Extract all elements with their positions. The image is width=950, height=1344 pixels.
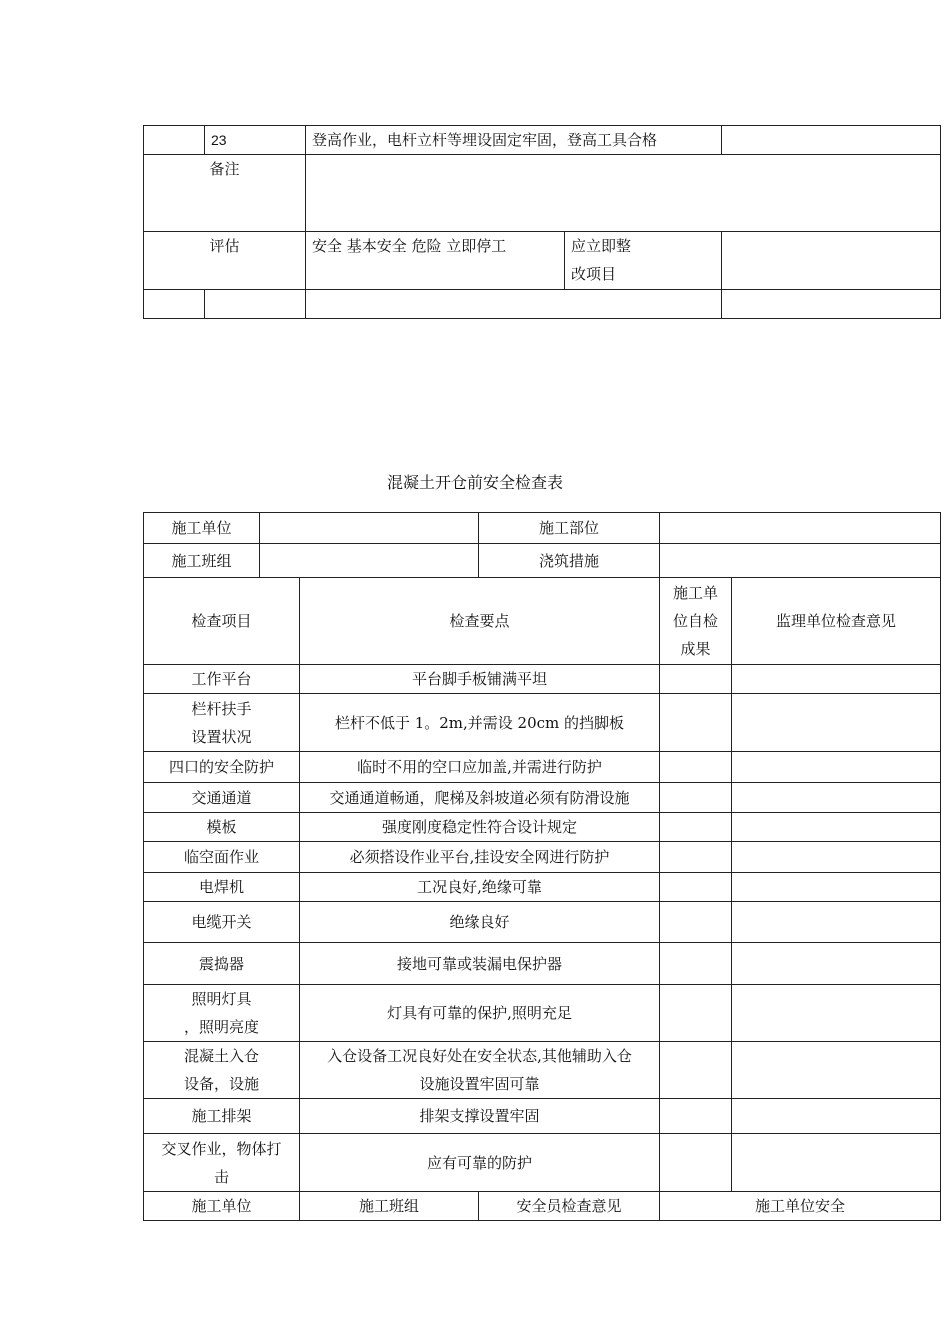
- supervisor-opinion-cell[interactable]: [732, 873, 941, 902]
- check-item-text: 交叉作业，物体打: [161, 1139, 282, 1158]
- check-point-text: 工况良好,绝缘可靠: [417, 878, 542, 896]
- self-check-result-cell[interactable]: [660, 665, 732, 694]
- check-point: [300, 783, 660, 813]
- header-self-check-line3: 成果: [680, 640, 711, 658]
- self-check-result-cell[interactable]: [660, 1099, 732, 1134]
- check-point: [300, 985, 660, 1042]
- check-item-text: 工作平台: [191, 670, 252, 688]
- check-point-text: 灯具有可靠的保护,照明充足: [387, 1004, 572, 1022]
- supervisor-opinion-cell[interactable]: [732, 813, 941, 842]
- check-item-text: 击: [213, 1167, 229, 1186]
- supervisor-opinion-cell[interactable]: [732, 842, 941, 873]
- header-self-check: [660, 578, 732, 665]
- check-item: [144, 694, 300, 752]
- result-cell[interactable]: [722, 126, 941, 155]
- construction-team-label: 施工班组: [144, 544, 260, 578]
- supervisor-opinion-cell[interactable]: [732, 783, 941, 813]
- table-row: [144, 783, 941, 813]
- self-check-result-cell[interactable]: [660, 783, 732, 813]
- self-check-result-cell[interactable]: [660, 943, 732, 985]
- check-item-text: 栏杆扶手: [191, 699, 252, 718]
- document-title: 混凝土开仓前安全检查表: [386, 473, 563, 492]
- evaluation-options[interactable]: 安全 基本安全 危险 立即停工: [306, 232, 565, 290]
- supervisor-opinion-cell[interactable]: [732, 902, 941, 943]
- check-item-text: 施工排架: [191, 1107, 252, 1125]
- check-point: [300, 752, 660, 783]
- supervisor-opinion-cell[interactable]: [732, 985, 941, 1042]
- construction-unit-field[interactable]: [260, 513, 479, 544]
- header-check-points: 检查要点: [300, 578, 660, 665]
- supervisor-opinion-cell[interactable]: [732, 943, 941, 985]
- header-supervisor-opinion: 监理单位检查意见: [732, 578, 941, 665]
- check-point-text: 入仓设备工况良好处在安全状态,其他辅助入仓: [327, 1047, 632, 1065]
- remarks-field[interactable]: [306, 155, 941, 232]
- construction-part-field[interactable]: [660, 513, 941, 544]
- check-item-text: 交通通道: [191, 788, 252, 807]
- check-point: [300, 873, 660, 902]
- rectify-label: [565, 232, 722, 290]
- check-item-text: 混凝土入仓: [183, 1047, 259, 1065]
- check-item: [144, 902, 300, 943]
- table-row: [144, 813, 941, 842]
- check-point: [300, 842, 660, 873]
- check-item-text: 照明灯具: [191, 990, 252, 1008]
- previous-checklist-table: [143, 125, 941, 319]
- check-point: [300, 1042, 660, 1099]
- check-point: [300, 943, 660, 985]
- self-check-result-cell[interactable]: [660, 842, 732, 873]
- check-item: [144, 873, 300, 902]
- table-row: [144, 1099, 941, 1134]
- check-item: [144, 985, 300, 1042]
- check-point-text: 交通通道畅通，爬梯及斜坡道必须有防滑设施: [329, 788, 630, 807]
- remarks-label: 备注: [144, 155, 306, 232]
- supervisor-opinion-cell[interactable]: [732, 1134, 941, 1192]
- header-self-check-line2: 位自检: [672, 612, 718, 630]
- pouring-measures-field[interactable]: [660, 544, 941, 578]
- check-point: [300, 1099, 660, 1134]
- table-row: [144, 694, 941, 752]
- self-check-result-cell[interactable]: [660, 813, 732, 842]
- empty-cell: [205, 290, 306, 319]
- checklist-rows: [144, 665, 941, 1192]
- check-item-text: ，照明亮度: [183, 1018, 259, 1036]
- concrete-safety-checklist-table: [143, 512, 941, 1221]
- footer-construction-unit: 施工单位: [144, 1192, 300, 1221]
- header-self-check-line1: 施工单: [672, 584, 718, 602]
- check-point-text: 必须搭设作业平台,挂设安全网进行防护: [349, 848, 610, 866]
- construction-unit-label: 施工单位: [144, 513, 260, 544]
- rectify-label-line2: 改项目: [571, 265, 617, 283]
- check-item: [144, 783, 300, 813]
- footer-construction-team: 施工班组: [300, 1192, 479, 1221]
- check-item-text: 设置状况: [191, 727, 252, 746]
- check-point-text: 平台脚手板铺满平坦: [411, 670, 547, 688]
- check-point-text: 绝缘良好: [449, 913, 510, 931]
- construction-part-label: 施工部位: [479, 513, 660, 544]
- supervisor-opinion-cell[interactable]: [732, 665, 941, 694]
- check-point-text: 强度刚度稳定性符合设计规定: [381, 818, 577, 836]
- check-point-text: 应有可靠的防护: [426, 1153, 532, 1172]
- check-item: [144, 1099, 300, 1134]
- row-number: 23: [205, 126, 306, 155]
- self-check-result-cell[interactable]: [660, 1134, 732, 1192]
- check-item-text: 临空面作业: [183, 848, 259, 866]
- table-row: [144, 1134, 941, 1192]
- construction-team-field[interactable]: [260, 544, 479, 578]
- supervisor-opinion-cell[interactable]: [732, 694, 941, 752]
- table-row: [144, 1042, 941, 1099]
- check-item: [144, 1042, 300, 1099]
- check-item: [144, 813, 300, 842]
- check-item-text: 电缆开关: [191, 913, 252, 931]
- check-point-text: 临时不用的空口应加盖,并需进行防护: [357, 758, 602, 776]
- check-point-text: 设施设置牢固可靠: [419, 1075, 540, 1093]
- check-item-text: 电焊机: [198, 878, 244, 896]
- check-point: [300, 1134, 660, 1192]
- self-check-result-cell[interactable]: [660, 694, 732, 752]
- check-point: [300, 902, 660, 943]
- empty-cell: [722, 290, 941, 319]
- check-item: [144, 1134, 300, 1192]
- self-check-result-cell[interactable]: [660, 1042, 732, 1099]
- table-row: [144, 902, 941, 943]
- footer-safety-officer-opinion: 安全员检查意见: [479, 1192, 660, 1221]
- table-row: [144, 665, 941, 694]
- check-item: [144, 842, 300, 873]
- supervisor-opinion-cell[interactable]: [732, 752, 941, 783]
- check-point-text: 栏杆不低于 1。2m,并需设 20cm 的挡脚板: [334, 713, 625, 732]
- self-check-result-cell[interactable]: [660, 902, 732, 943]
- self-check-result-cell[interactable]: [660, 873, 732, 902]
- check-item-text: 四口的安全防护: [168, 758, 274, 776]
- check-point-text: 接地可靠或装漏电保护器: [396, 954, 562, 973]
- empty-cell: [144, 290, 205, 319]
- check-point: [300, 813, 660, 842]
- check-item-text: 登高作业，电杆立杆等埋设固定牢固，登高工具合格: [306, 126, 722, 155]
- self-check-result-cell[interactable]: [660, 985, 732, 1042]
- footer-unit-safety: 施工单位安全: [660, 1192, 941, 1221]
- table-row: [144, 873, 941, 902]
- table-row: [144, 985, 941, 1042]
- check-point: [300, 665, 660, 694]
- table-row: [144, 842, 941, 873]
- pouring-measures-label: 浇筑措施: [479, 544, 660, 578]
- check-point: [300, 694, 660, 752]
- self-check-result-cell[interactable]: [660, 752, 732, 783]
- check-point-text: 排架支撑设置牢固: [419, 1107, 540, 1125]
- table-row: [144, 943, 941, 985]
- rectify-items-field[interactable]: [722, 232, 941, 290]
- check-item-text: 震捣器: [198, 954, 244, 973]
- empty-cell: [144, 126, 205, 155]
- check-item: [144, 752, 300, 783]
- evaluation-label: 评估: [144, 232, 306, 290]
- supervisor-opinion-cell[interactable]: [732, 1042, 941, 1099]
- rectify-label-line1: 应立即整: [571, 237, 632, 255]
- supervisor-opinion-cell[interactable]: [732, 1099, 941, 1134]
- empty-cell: [306, 290, 722, 319]
- check-item: [144, 943, 300, 985]
- check-item: [144, 665, 300, 694]
- table-row: [144, 752, 941, 783]
- check-item-text: 设备，设施: [183, 1075, 259, 1093]
- check-item-text: 模板: [206, 818, 237, 836]
- header-check-item: 检查项目: [144, 578, 300, 665]
